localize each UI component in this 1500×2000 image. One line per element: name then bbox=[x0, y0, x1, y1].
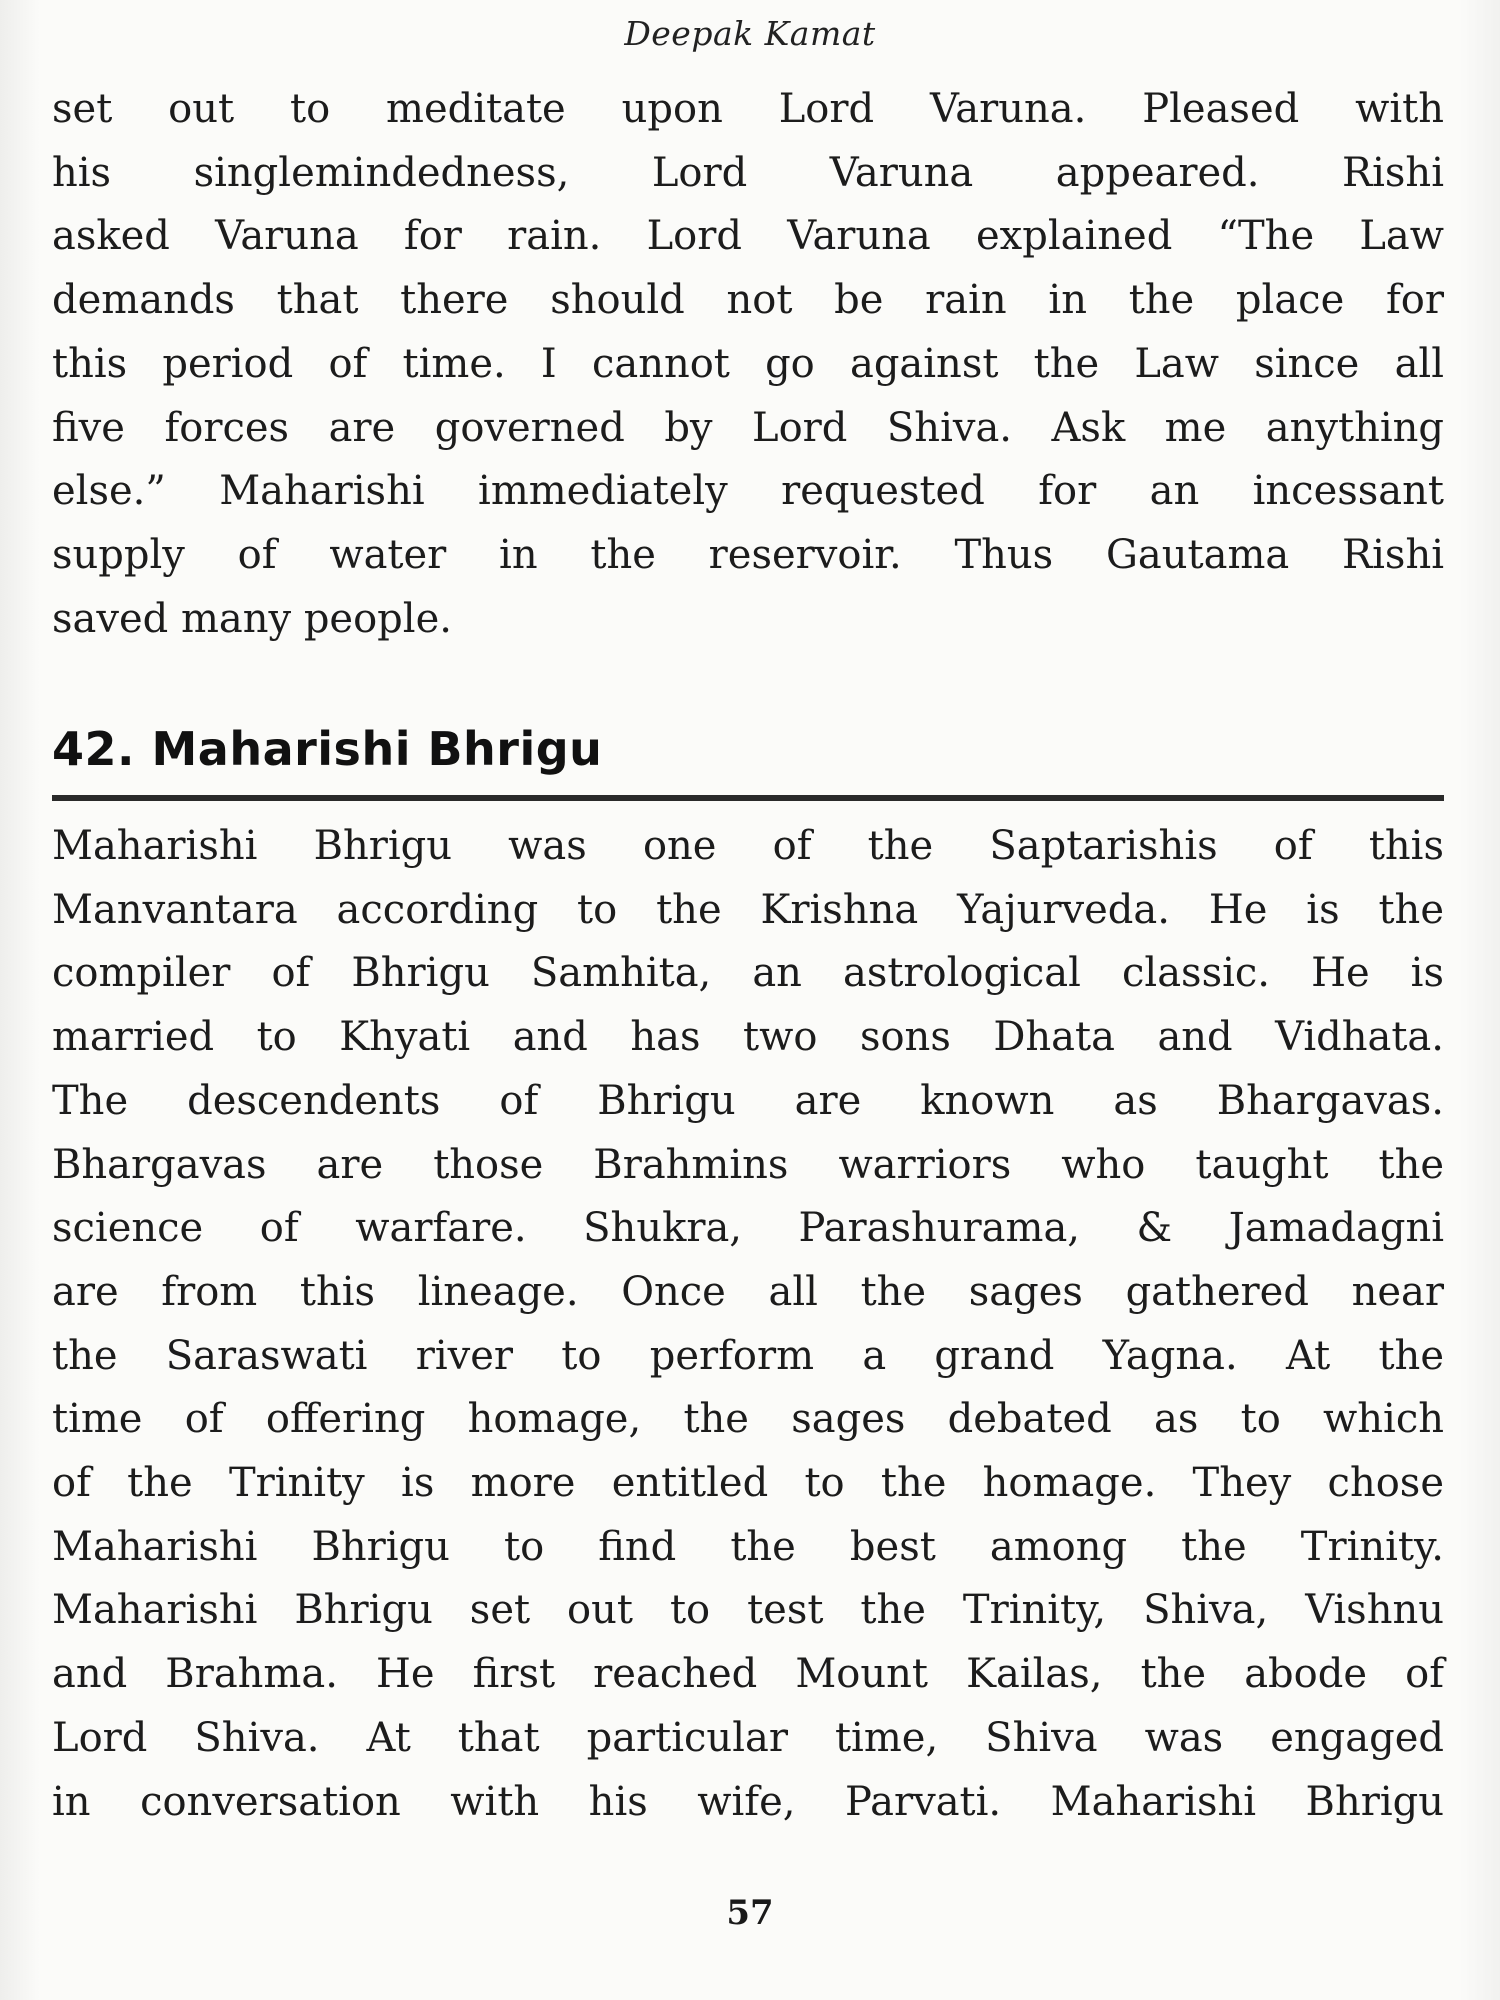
text-line: supply of water in the reservoir. Thus Gautama Rishi bbox=[52, 531, 1444, 578]
text-line: else.” Maharishi immediately requested for an incessant bbox=[52, 468, 1444, 515]
text-line: The descendents of Bhrigu are known as Bhargavas. bbox=[52, 1077, 1444, 1124]
text-line: his singlemindedness, Lord Varuna appeared. Rishi bbox=[52, 149, 1444, 196]
text-line: five forces are governed by Lord Shiva. Ask me anything bbox=[52, 404, 1444, 451]
page-number: 57 bbox=[726, 1893, 774, 1933]
text-line: Maharishi Bhrigu was one of the Saptarishis of this bbox=[52, 823, 1444, 869]
text-line: Lord Shiva. At that particular time, Shiva was engaged bbox=[52, 1714, 1444, 1761]
text-line: of the Trinity is more entitled to the homage. They chose bbox=[52, 1460, 1444, 1507]
text-line: are from this lineage. Once all the sages gathered near bbox=[52, 1268, 1444, 1315]
paragraph-bhrigu bbox=[52, 815, 1444, 1834]
text-line: science of warfare. Shukra, Parashurama, & Jamadagni bbox=[52, 1205, 1444, 1252]
running-head: Deepak Kamat bbox=[624, 14, 876, 53]
text-line: married to Khyati and has two sons Dhata and Vidhata. bbox=[52, 1014, 1444, 1061]
text-line: demands that there should not be rain in the place for bbox=[52, 277, 1444, 324]
text-line: Maharishi Bhrigu to find the best among the Trinity. bbox=[52, 1523, 1444, 1570]
text-line: saved many people. bbox=[52, 595, 452, 642]
text-line: set out to meditate upon Lord Varuna. Pleased with bbox=[52, 86, 1444, 132]
text-line: this period of time. I cannot go against the Law since all bbox=[52, 340, 1444, 387]
text-line: time of offering homage, the sages debated as to which bbox=[52, 1396, 1444, 1443]
heading-underline-rule bbox=[52, 795, 1444, 801]
text-line: asked Varuna for rain. Lord Varuna explained “The Law bbox=[52, 213, 1444, 260]
text-line: Maharishi Bhrigu set out to test the Trinity, Shiva, Vishnu bbox=[52, 1587, 1444, 1634]
section-heading: 42. Maharishi Bhrigu bbox=[52, 722, 603, 776]
text-line: Bhargavas are those Brahmins warriors who taught the bbox=[52, 1141, 1444, 1188]
text-line: in conversation with his wife, Parvati. Maharishi Bhrigu bbox=[52, 1778, 1444, 1825]
text-line: the Saraswati river to perform a grand Yagna. At the bbox=[52, 1332, 1444, 1379]
text-line: compiler of Bhrigu Samhita, an astrological classic. He is bbox=[52, 950, 1444, 997]
paragraph-varuna-story bbox=[52, 78, 1444, 651]
text-line: Manvantara according to the Krishna Yajurveda. He is the bbox=[52, 886, 1444, 933]
text-line: and Brahma. He first reached Mount Kailas, the abode of bbox=[52, 1651, 1444, 1698]
